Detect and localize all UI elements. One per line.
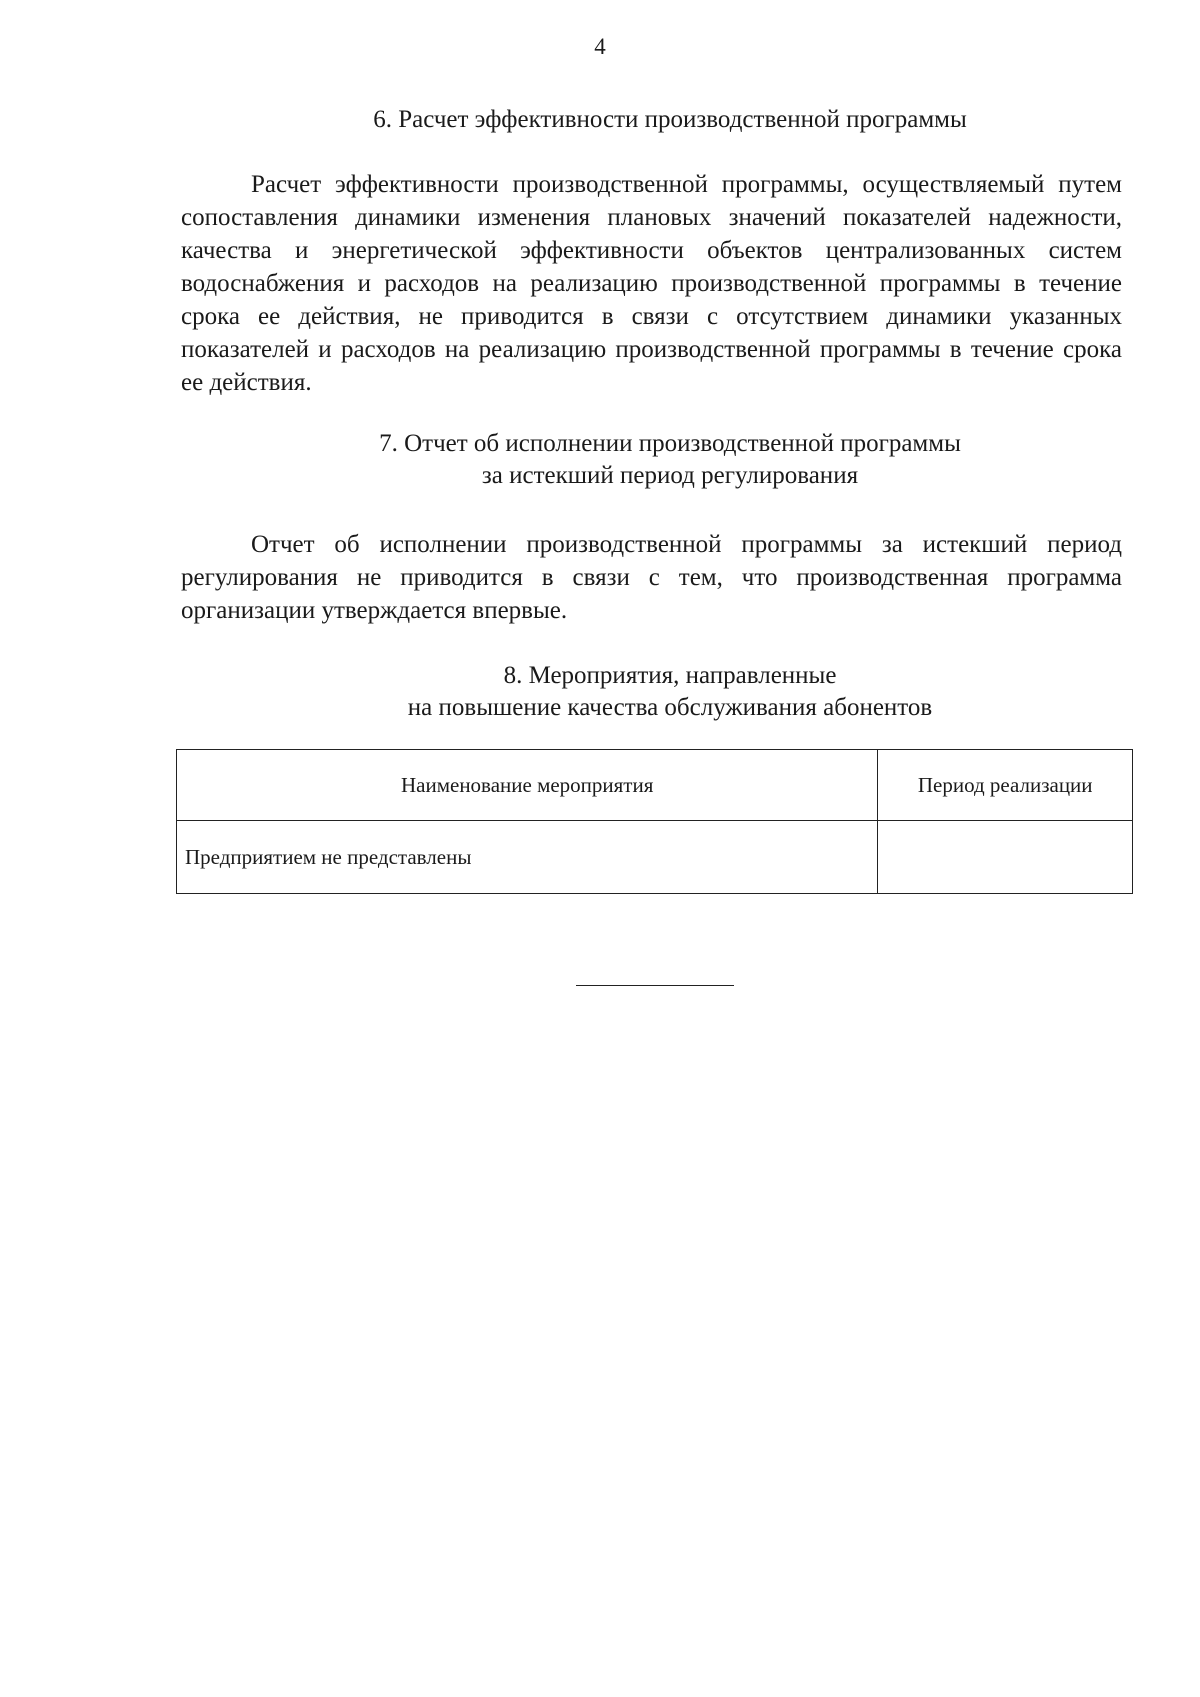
page-number: 4 (594, 34, 606, 59)
table-header-period: Период реализации (878, 750, 1133, 821)
section-6-paragraph: Расчет эффективности производственной программы, осуществляемый путем сопоставления динамики изменения плановых значений показателей надежности, качества и энергетической эффективности объектов централизованных систем водоснабжения и расходов на реализацию производственной программы в течение срока ее действия, не приводится в связи с отсутствием динамики указанных показателей и расходов на реализацию производственной программы в течение срока ее действия. (181, 171, 1122, 396)
section-7-heading (140, 428, 1200, 492)
section-7-paragraph: Отчет об исполнении производственной программы за истекший период регулирования не приводится в связи с тем, что производственная программа организации утверждается впервые. (181, 531, 1122, 624)
table-row (177, 821, 1133, 894)
section-6-heading (140, 104, 1200, 136)
section-8-heading-line-1: 8. Мероприятия, направленные (503, 662, 837, 689)
table-cell-name: Предприятием не представлены (177, 821, 878, 894)
table-header-name: Наименование мероприятия (177, 750, 878, 821)
section-6-heading-text: 6. Расчет эффективности производственной программы (373, 106, 967, 133)
section-7-heading-line-2: за истекший период регулирования (481, 462, 859, 489)
table-cell-period (878, 821, 1133, 894)
measures-table (176, 749, 1133, 894)
section-8-heading-line-2: на повышение качества обслуживания абонентов (407, 694, 933, 721)
section-7-heading-line-1: 7. Отчет об исполнении производственной программы (379, 430, 961, 457)
section-8-heading (140, 660, 1200, 724)
table-header-row (177, 750, 1133, 821)
end-divider (576, 985, 734, 986)
